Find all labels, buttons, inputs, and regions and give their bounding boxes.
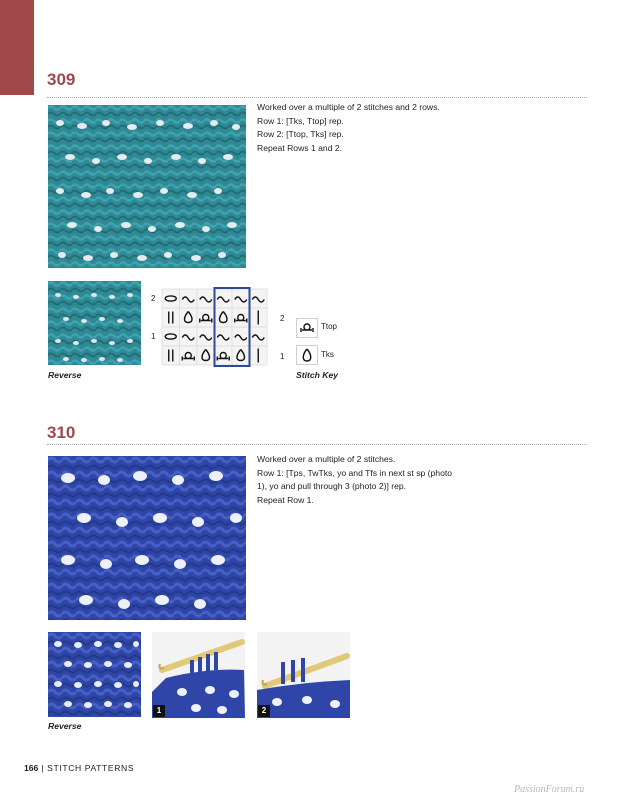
pattern-309-number: 309 (47, 70, 76, 89)
chart-cell (180, 308, 198, 327)
chart-cell (197, 346, 215, 365)
instruction-line: Repeat Rows 1 and 2. (257, 142, 343, 153)
pattern-310-number: 310 (47, 423, 76, 442)
stitch-key-tks-box (296, 345, 318, 365)
instruction-line: Worked over a multiple of 2 stitches and 2 rows. (257, 102, 440, 112)
photo-1-badge: 1 (153, 705, 165, 717)
pattern-309-stitch-chart (160, 287, 278, 369)
stitch-key-title: Stitch Key (296, 370, 339, 380)
pattern-309-instructions (257, 101, 557, 155)
chart-cell (162, 308, 180, 327)
ttop-symbol-icon (297, 319, 317, 337)
section-divider (47, 97, 587, 98)
technique-photo-1 (152, 632, 245, 718)
section-divider (47, 444, 587, 445)
instruction-line: Row 2: [Ttop, Tks] rep. (257, 129, 344, 140)
stitch-key-ttop-box (296, 318, 318, 338)
chart-cell (162, 346, 180, 365)
instruction-line: Row 1: [Tps, TwTks, yo and Tfs in next st sp (photo (257, 467, 453, 478)
watermark: PassionForum.ru (514, 784, 585, 795)
instruction-line: 1), yo and pull through 3 (photo 2)] rep. (257, 481, 407, 492)
stitch-key-label: Tks (321, 350, 334, 359)
chart-row-label-left: 1 (151, 332, 156, 341)
pattern-310-reverse-caption: Reverse (48, 721, 82, 731)
section-name: STITCH PATTERNS (47, 763, 135, 773)
page-number: 166 (24, 763, 39, 773)
chart-row-label-right: 2 (280, 314, 285, 323)
chart-cell (215, 346, 233, 365)
technique-photo-2 (257, 632, 350, 718)
chapter-tab (0, 0, 34, 95)
chart-cell (215, 308, 233, 327)
page-footer (24, 763, 134, 773)
pattern-309-reverse-photo (48, 281, 141, 365)
stitch-key-label: Ttop (321, 322, 338, 331)
pattern-309-reverse-caption: Reverse (48, 370, 82, 380)
instruction-line: Worked over a multiple of 2 stitches. (257, 454, 396, 464)
pattern-310-reverse-photo (48, 632, 141, 717)
instruction-line: Row 1: [Tks, Ttop] rep. (257, 115, 344, 126)
chart-cell (197, 308, 215, 327)
chart-cell (232, 308, 250, 327)
chart-cell (180, 346, 198, 365)
chart-cell (232, 346, 250, 365)
pattern-310-instructions (257, 453, 487, 507)
tks-symbol-icon (297, 346, 317, 364)
photo-2-badge: 2 (258, 705, 270, 717)
instruction-line: Repeat Row 1. (257, 494, 314, 505)
pattern-310-swatch-photo (48, 456, 246, 620)
pattern-309-swatch-photo (48, 105, 246, 268)
chart-row-label-right: 1 (280, 352, 285, 361)
chart-row-label-left: 2 (151, 294, 156, 303)
footer-separator: | (41, 763, 48, 773)
